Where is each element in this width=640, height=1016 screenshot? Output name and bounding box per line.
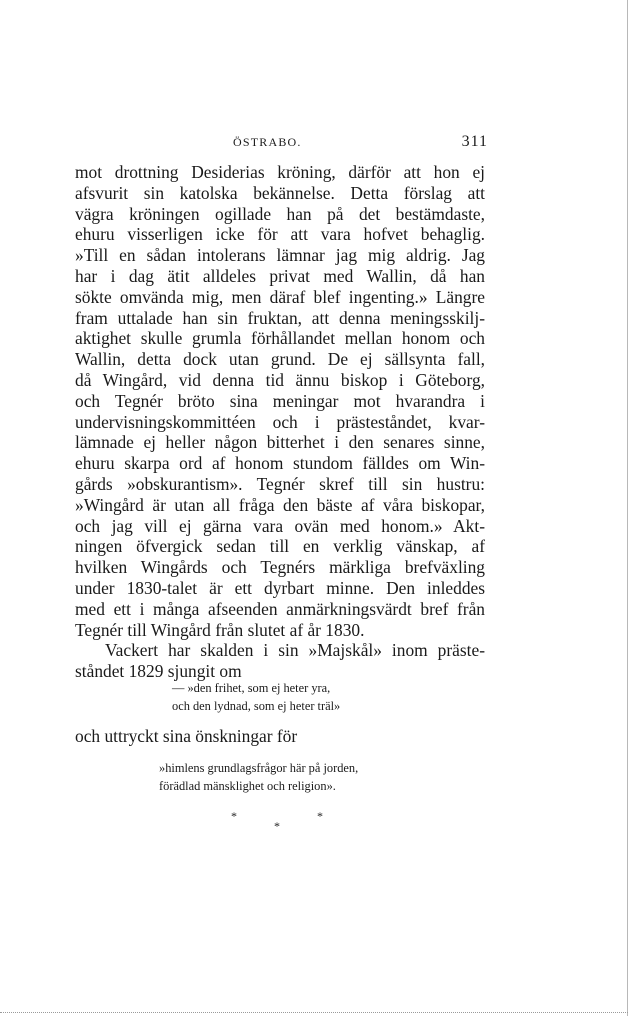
- running-title: ÖSTRABO.: [233, 135, 302, 149]
- text-line: hvilken Wingårds och Tegnérs märkliga brefväxling: [75, 557, 485, 578]
- text-line: lämnade ej heller någon bitterhet i den senares sinne,: [75, 432, 485, 453]
- verse-line: och den lydnad, som ej heter träl»: [172, 699, 341, 714]
- body-text: [75, 162, 485, 682]
- verse-line: — »den frihet, som ej heter yra,: [172, 681, 331, 695]
- page-number: 311: [461, 133, 488, 150]
- text-line: afsvurit sin katolska bekännelse. Detta förslag att: [75, 182, 485, 203]
- text-line: sökte omvända mig, men däraf blef ingenting.» Längre: [75, 286, 485, 307]
- text-line: har i dag ätit alldeles privat med Wallin, då han: [75, 265, 485, 286]
- text-line: Wallin, detta dock utan grund. De ej sällsynta fall,: [75, 349, 485, 370]
- text-line: undervisningskommittéen och i prästeståndet, kvar-: [75, 411, 485, 432]
- text-line: under 1830-talet är ett dyrbart minne. Den inleddes: [75, 577, 485, 598]
- text-line: vägra kröningen ogillade han på det bestämdaste,: [75, 203, 485, 224]
- verse-quote: [159, 759, 358, 796]
- text-line: och uttryckt sina önskningar för: [75, 726, 298, 746]
- text-line: fram uttalade han sin fruktan, att denna meningsskilj-: [75, 307, 485, 328]
- running-head: [75, 133, 488, 153]
- section-break-asterisk: *: [231, 809, 237, 823]
- verse-line: förädlad mänsklighet och religion».: [159, 779, 336, 794]
- text-line: »Till en sådan intolerans lämnar jag mig aldrig. Jag: [75, 245, 485, 266]
- text-line: ståndet 1829 sjungit om: [75, 661, 242, 682]
- paragraph-first-line: Vackert har skalden i sin »Majskål» inom präste-: [105, 640, 485, 661]
- text-line: ningen öfvergick sedan till en verklig vänskap, af: [75, 536, 485, 557]
- verse-quote: [172, 679, 340, 716]
- text-line: med ett i många afseenden anmärkningsvärdt bref från: [75, 598, 485, 619]
- section-break-asterisk: *: [274, 819, 280, 833]
- page-edge-bottom: [0, 1012, 628, 1014]
- text-line: gårds »obskurantism». Tegnér skref till sin hustru:: [75, 473, 485, 494]
- verse-line: »himlens grundlagsfrågor här på jorden,: [159, 761, 359, 775]
- text-line: Tegnér till Wingård från slutet af år 1830.: [75, 619, 365, 640]
- text-line: ehuru visserligen icke för att vara hofvet behaglig.: [75, 224, 485, 245]
- text-line: »Wingård är utan all fråga den bäste af våra biskopar,: [75, 494, 485, 515]
- text-line: ehuru skarpa ord af honom stundom fälldes om Win-: [75, 453, 485, 474]
- section-break-asterisk: *: [317, 809, 323, 823]
- text-line: mot drottning Desiderias kröning, därför att hon ej: [75, 162, 485, 182]
- text-line: och jag vill ej gärna vara ovän med honom.» Akt-: [75, 515, 485, 536]
- text-line: då Wingård, vid denna tid ännu biskop i Göteborg,: [75, 369, 485, 390]
- page-edge-right: [627, 0, 628, 1016]
- text-line: aktighet skulle grumla förhållandet mellan honom och: [75, 328, 485, 349]
- text-line: och Tegnér bröto sina meningar mot hvarandra i: [75, 390, 485, 411]
